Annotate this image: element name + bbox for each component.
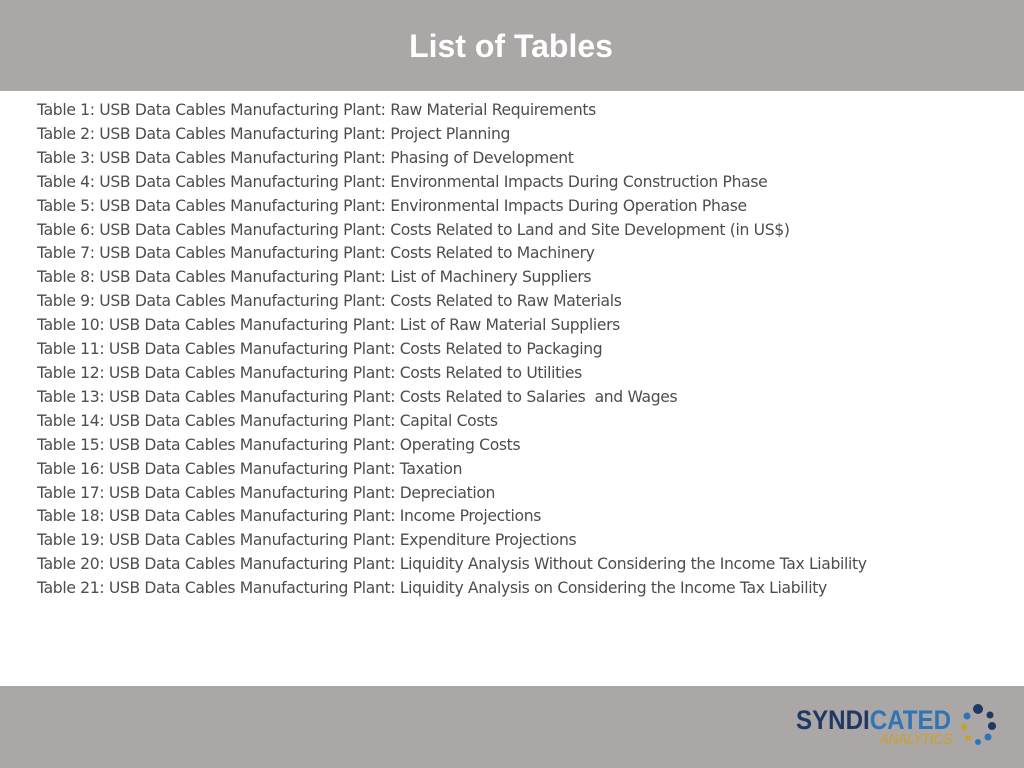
table-list-item: Table 16: USB Data Cables Manufacturing Plant: Taxation bbox=[37, 459, 463, 478]
table-list-item: Table 11: USB Data Cables Manufacturing Plant: Costs Related to Packaging bbox=[37, 340, 603, 359]
table-list-item: Table 2: USB Data Cables Manufacturing Plant: Project Planning bbox=[37, 124, 511, 143]
table-list-item: Table 18: USB Data Cables Manufacturing Plant: Income Projections bbox=[37, 507, 542, 526]
table-list-item: Table 17: USB Data Cables Manufacturing Plant: Depreciation bbox=[37, 483, 496, 502]
table-list-item: Table 7: USB Data Cables Manufacturing Plant: Costs Related to Machinery bbox=[37, 244, 595, 263]
page-title: List of Tables bbox=[409, 28, 613, 64]
table-list-item: Table 10: USB Data Cables Manufacturing Plant: List of Raw Material Suppliers bbox=[37, 316, 620, 335]
table-list-item: Table 12: USB Data Cables Manufacturing Plant: Costs Related to Utilities bbox=[37, 363, 582, 382]
table-list-item: Table 9: USB Data Cables Manufacturing Plant: Costs Related to Raw Materials bbox=[37, 292, 622, 311]
table-list-item: Table 20: USB Data Cables Manufacturing Plant: Liquidity Analysis Without Considering the Income Tax Liability bbox=[37, 555, 867, 574]
svg-text:ANALYTICS: ANALYTICS bbox=[879, 731, 952, 748]
table-of-contents-list bbox=[37, 99, 997, 601]
table-list-item: Table 14: USB Data Cables Manufacturing Plant: Capital Costs bbox=[37, 411, 498, 430]
table-list-item: Table 6: USB Data Cables Manufacturing Plant: Costs Related to Land and Site Development (in US$) bbox=[37, 220, 790, 239]
svg-text:SYNDICATED: SYNDICATED bbox=[796, 705, 961, 735]
table-list-item: Table 8: USB Data Cables Manufacturing Plant: List of Machinery Suppliers bbox=[37, 268, 592, 287]
table-list-item: Table 5: USB Data Cables Manufacturing Plant: Environmental Impacts During Operation Phase bbox=[37, 196, 747, 215]
logo-dots-icon bbox=[961, 704, 996, 745]
table-list-item: Table 21: USB Data Cables Manufacturing Plant: Liquidity Analysis on Considering the Income Tax Liability bbox=[37, 579, 827, 598]
table-list-item: Table 15: USB Data Cables Manufacturing Plant: Operating Costs bbox=[37, 435, 521, 454]
syndicated-analytics-logo bbox=[796, 702, 1002, 750]
table-list-item: Table 13: USB Data Cables Manufacturing Plant: Costs Related to Salaries and Wages bbox=[37, 387, 678, 406]
table-list-item: Table 19: USB Data Cables Manufacturing Plant: Expenditure Projections bbox=[37, 531, 577, 550]
table-list-item: Table 4: USB Data Cables Manufacturing Plant: Environmental Impacts During Construction Phase bbox=[37, 172, 768, 191]
table-list-item: Table 3: USB Data Cables Manufacturing Plant: Phasing of Development bbox=[37, 148, 574, 167]
table-list-item: Table 1: USB Data Cables Manufacturing Plant: Raw Material Requirements bbox=[37, 101, 596, 119]
header-bar bbox=[0, 0, 1024, 91]
